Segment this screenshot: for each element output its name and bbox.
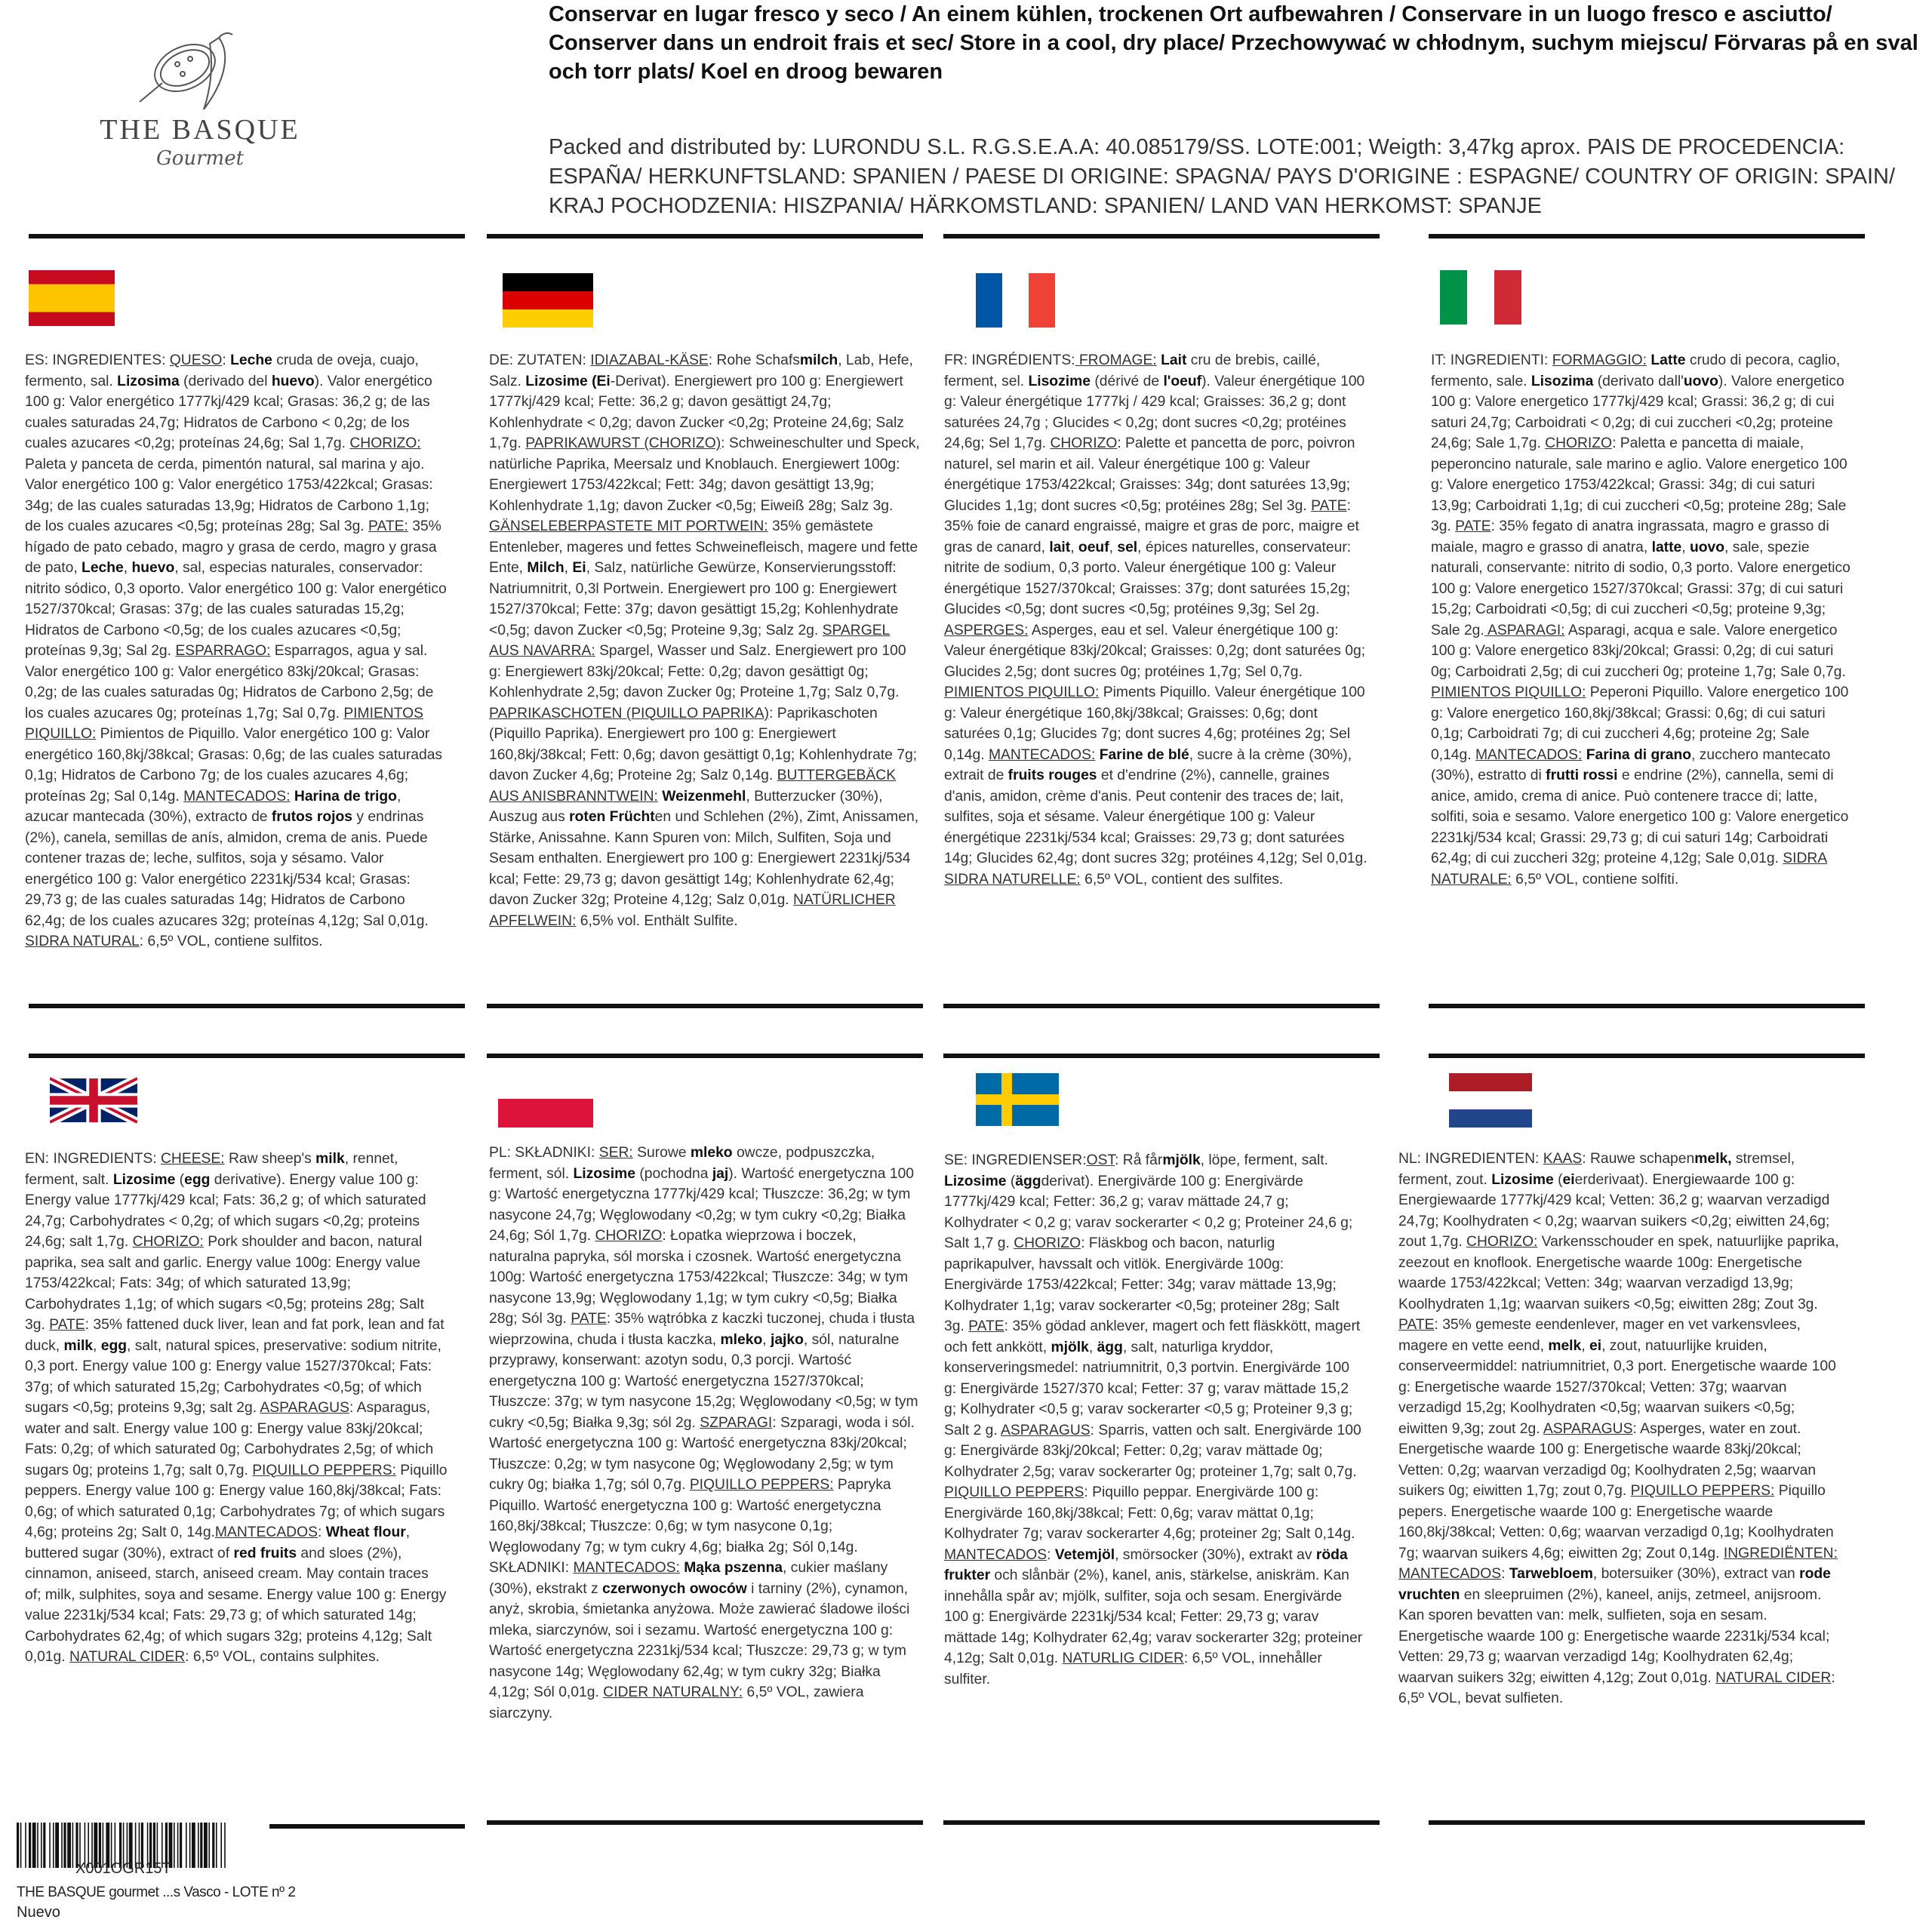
uk-flag-icon — [50, 1073, 137, 1128]
sweden-flag-icon — [976, 1073, 1059, 1126]
divider — [29, 1054, 465, 1058]
spain-flag-icon — [29, 270, 115, 326]
ingredients-es: ES: INGREDIENTES: QUESO: Leche cruda de oveja, cuajo, fermento, sal. Lizosima (derivado del huevo). Valor energético 100 g: Valor energético 1777kj/429 kcal; Grasas: 36,2 g; de las cuales saturadas 24,7g; Hidratos de Carbono < 0,2g; de los cuales azucares <0,2g; proteínas 24,6g; Sal 1,7g. CHORIZO: Paleta y panceta de cerda, pimentón natural, sal marina y ajo. Valor energético 100 g: Valor energético 1753/422kcal; Grasas: 34g; de las cuales saturadas 13,9g; Hidratos de Carbono 1,1g; de los cuales azucares <0,5g; proteínas 28g; Sal 3g. PATE: 35% hígado de pato cebado, magro y grasa de cerdo, magro y grasa de pato, Leche, huevo, sal, especias naturales, conservador: nitrito sódico, 0,3 oporto. Valor energético 100 g: Valor energético 1527/370kcal; Grasas: 37g; de las cuales saturadas 15,2g; Hidratos de Carbono <0,5g; de los cuales azucares <0,5g; proteínas 9,3g; Sal 2g. ESPARRAGO: Esparragos, agua y sal. Valor energético 100 g: Valor energético 83kj/20kcal; Grasas: 0,2g; de las cuales saturadas 0g; Hidratos de Carbono 2,5g; de los cuales azucares 0g; proteínas 1,7g; Sal 0,7g. PIMIENTOS PIQUILLO: Pimientos de Piquillo. Valor energético 100 g: Valor energético 160,8kj/38kcal; Grasas: 0,6g; de las cuales saturadas 0,1g; Hidratos de Carbono 7g; de los cuales azucares 4,6g; proteínas 2g; Sal 0,14g. MANTECADOS: Harina de trigo, azucar mantecada (30%), extracto de frutos rojos y endrinas (2%), canela, semillas de anís, almidon, crema de anis. Puede contener trazas de; leche, sulfitos, soja y sésamo. Valor energético 100 g: Valor energético 2231kj/534 kcal; Grasas: 29,73 g; de las cuales saturadas 14g; Hidratos de Carbono 62,4g; de los cuales azucares 32g; proteínas 4,12g; Sal 0,01g. SIDRA NATURAL: 6,5º VOL, contiene sulfitos. — [25, 352, 447, 949]
ingredients-it: IT: INGREDIENTI: FORMAGGIO: Latte crudo di pecora, caglio, fermento, sale. Lisozima (derivato dall'uovo). Valore energetico 100 g: Valore energetico 1777kj/429 kcal; Grassi: 36,2 g; di cui saturi 24,7g; Carboidrati < 0,2g; di cui zuccheri <0,2g; proteine 24,6g; Sale 1,7g. CHORIZO: Paletta e pancetta di maiale, peperoncino naturale, sale marino e aglio. Valore energetico 100 g: Valore energetico 1753/422kcal; Grassi: 34g; di cui saturi 13,9g; Carboidrati 1,1g; di cui zuccheri <0,5g; proteine 28g; Sale 3g. PATE: 35% fegato di anatra ingrassata, magro e grasso di maiale, magro e grasso di anatra, latte, uovo, sale, spezie naturali, conservante: nitrito di sodio, 0,3 porto. Valore energetico 100 g: Valore energetico 1527/370kcal; Grassi: 37g; di cui saturi 15,2g; Carboidrati <0,5g; di cui zuccheri <0,5g; proteine 9,3g; Sale 2g. ASPARAGI: Asparagi, acqua e sale. Valore energetico 100 g: Valore energetico 83kj/20kcal; Grassi: 0,2g; di cui saturi 0g; Carboidrati 2,5g; di cui zuccheri 0g; proteine 1,7g; Sale 0,7g. PIMIENTOS PIQUILLO: Peperoni Piquillo. Valore energetico 100 g: Valore energetico 160,8kj/38kcal; Grassi: 0,6g; di cui saturi 0,1g; Carboidrati 7g; di cui zuccheri 4,6g; proteine 2g; Sale 0,14g. MANTECADOS: Farina di grano, zucchero mantecato (30%), estratto di frutti rossi e endrine (2%), cannella, semi di anice, amido, crema di anice. Può contenere tracce di; latte, solfiti, soia e sesamo. Valore energetico 100 g: Valore energetico 2231kj/534 kcal; Grassi: 29,73 g; di cui saturi 14g; Carboidrati 62,4g; di cui zuccheri 32g; proteine 4,12g; Sale 0,01g. SIDRA NATURALE: 6,5º VOL, contiene solfiti. — [1431, 352, 1850, 888]
divider — [29, 1004, 465, 1008]
france-flag-icon — [976, 273, 1055, 328]
divider — [1429, 234, 1865, 238]
divider — [943, 234, 1380, 238]
netherlands-flag-icon — [1449, 1073, 1532, 1128]
packed-info: Packed and distributed by: LURONDU S.L. R.G.S.E.A.A: 40.085179/SS. LOTE:001; Weigth: 3,47kg aprox. PAIS DE PROCEDENCIA: ESPAÑA/ HERKUNFTSLAND: SPANIEN / PAESE DI ORIGINE: SPAGNA/ PAYS D'ORIGINE : ESPAGNE/ COUNTRY OF ORIGIN: SPAIN/ KRAJ POCHODZENIA: HISZPANIA/ HÄRKOMSTLAND: SPANIEN/ LAND VAN HERKOMST: SPANJE — [549, 135, 1896, 218]
divider — [1429, 1004, 1865, 1008]
ingredients-se: SE: INGREDIENSER:OST: Rå fårmjölk, löpe, ferment, salt. Lizosime (äggderivat). Energivärde 100 g: Energivärde 1777kj/429 kcal; Fetter: 36,2 g; varav mättade 24,7 g; Kolhydrater < 0,2 g; varav sockerarter < 0,2 g; Proteiner 24,6 g; Salt 1,7 g. CHORIZO: Fläskbog och bacon, naturlig paprikapulver, havssalt och vitlök. Energivärde 100g: Energivärde 1753/422kcal; Fetter: 34g; varav mättade 13,9g; Kolhydrater 1,1g; varav sockerarter <0,5g; proteiner 28g; Salt 3g. PATE: 35% gödad anklever, magert och fett fläskkött, magert och fett ankkött, mjölk, ägg, salt, naturliga kryddor, konserveringsmedel: natriumnitrit, 0,3 portvin. Energivärde 100 g: Energivärde 1527/370 kcal; Fetter: 37 g; varav mättade 15,2 g; Kolhydrater <0,5 g; varav sockerarter <0,5 g; Proteiner 9,3 g; Salt 2 g. ASPARAGUS: Sparris, vatten och salt. Energivärde 100 g: Energivärde 83kj/20kcal; Fetter: 0,2g; varav mättade 0g; Kolhydrater 2,5g; varav sockerarter 0g; proteiner 1,7g; salt 0,7g. PIQUILLO PEPPERS: Piquillo peppar. Energivärde 100 g: Energivärde 160,8kj/38kcal; Fett: 0,6g; varav mättat 0,1g; Kolhydrater 7g; varav sockerarter 4,6g; proteiner 2g; Salt 0,14g. MANTECADOS: Vetemjöl, smörsocker (30%), extrakt av röda frukter och slånbär (2%), kanel, anis, stärkelse, aniskräm. Kan innehålla spår av; mjölk, sulfiter, soja och sesam. Energivärde 100 g: Energivärde 2231kj/534 kcal; Fetter: 29,73 g; varav mättade 14g; Kolhydrater 62,4g; varav sockerarter 32g; proteiner 4,12g; Salt 0,01g. NATURLIG CIDER: 6,5º VOL, innehåller sulfiter. — [944, 1152, 1363, 1687]
barcode-code: X001OGR15T — [75, 1860, 171, 1877]
ingredients-nl: NL: INGREDIENTEN: KAAS: Rauwe schapenmelk, stremsel, ferment, zout. Lizosime (eierderivaat). Energiewaarde 100 g: Energiewaarde 1777kj/429 kcal; Vetten: 36,2 g; waarvan verzadigd 24,7g; Koolhydraten < 0,2g; waarvan suikers <0,2g; eiwitten 24,6g; zout 1,7g. CHORIZO: Varkensschouder en spek, natuurlijke paprika, zeezout en knoflook. Energetische waarde 100g: Energetische waarde 1753/422kcal; Vetten: 34g; waarvan verzadigd 13,9g; Koolhydraten 1,1g; waarvan suikers <0,5g; eiwitten 28g; Zout 3g. PATE: 35% gemeste eendenlever, mager en vet varkensvlees, magere en vette eend, melk, ei, zout, natuurlijke kruiden, conserveermiddel: natriumnitriet, 0,3 port. Energetische waarde 100 g: Energetische waarde 1527/370kcal; Vetten: 37g; waarvan verzadigd 15,2g; Koolhydraten <0,5g; waarvan suikers <0,5g; eiwitten 9,3g; zout 2g. ASPARAGUS: Asperges, water en zout. Energetische waarde 100 g: Energetische waarde 83kj/20kcal; Vetten: 0,2g; waarvan verzadigd 0g; Koolhydraten 2,5g; waarvan suikers 0g; eiwitten 1,7g; zout 0,7g. PIQUILLO PEPPERS: Piquillo pepers. Energetische waarde 100 g: Energetische waarde 160,8kj/38kcal; Vetten: 0,6g; waarvan verzadigd 0,1g; Koolhydraten 7g; waarvan suikers 4,6g; eiwitten 2g; Zout 0,14g. INGREDIËNTEN: MANTECADOS: Tarwebloem, botersuiker (30%), extract van rode vruchten en sleepruimen (2%), kaneel, anijs, zetmeel, anijsroom. Kan sporen bevatten van: melk, sulfieten, soja en sesam. Energetische waarde 100 g: Energetische waarde 2231kj/534 kcal; Vetten: 29,73 g; waarvan verzadigd 14g; Koolhydraten 62,4g; waarvan suikers 32g; eiwitten 4,12g; Zout 0,01g. NATURAL CIDER: 6,5º VOL, bevat sulfieten. — [1398, 1151, 1839, 1706]
brand-sub: Gourmet — [155, 147, 245, 170]
ingredients-en: EN: INGREDIENTS: CHEESE: Raw sheep's milk, rennet, ferment, salt. Lizosime (egg derivative). Energy value 100 g: Energy value 1777kj/429 kcal; Fats: 36,2 g; of which saturated 24,7g; Carbohydrates < 0,2g; of which sugars <0,2g; proteins 24,6g; salt 1,7g. CHORIZO: Pork shoulder and bacon, natural paprika, sea salt and garlic. Energy value 100g: Energy value 1753/422kcal; Fats: 34g; of which saturated 13,9g; Carbohydrates 1,1g; of which sugars <0,5g; proteins 28g; Salt 3g. PATE: 35% fattened duck liver, lean and fat pork, lean and fat duck, milk, egg, salt, natural spices, preservative: sodium nitrite, 0,3 port. Energy value 100 g: Energy value 1527/370kcal; Fats: 37g; of which saturated 15,2g; Carbohydrates <0,5g; of which sugars <0,5g; proteins 9,3g; salt 2g. ASPARAGUS: Asparagus, water and salt. Energy value 100 g: Energy value 83kj/20kcal; Fats: 0,2g; of which saturated 0g; Carbohydrates 2,5g; of which sugars 0g; proteins 1,7g; salt 0,7g. PIQUILLO PEPPERS: Piquillo peppers. Energy value 100 g: Energy value 160,8kj/38kcal; Fats: 0,6g; of which saturated 0,1g; Carbohydrates 7g; of which sugars 4,6g; proteins 2g; Salt 0, 14g.MANTECADOS: Wheat flour, buttered sugar (30%), extract of red fruits and sloes (2%), cinnamon, aniseed, starch, aniseed cream. May contain traces of; milk, sulphites, soya and sesame. Energy value 100 g: Energy value 2231kj/534 kcal; Fats: 29,73 g; of which saturated 14g; Carbohydrates 62,4g; of which sugars 32g; proteins 4,12g; Salt 0,01g. NATURAL CIDER: 6,5º VOL, contains sulphites. — [25, 1151, 448, 1665]
divider — [1429, 1054, 1865, 1058]
storage-instructions: Conservar en lugar fresco y seco / An einem kühlen, trockenen Ort aufbewahren / Conservare in un luogo fresco e asciutto/ Conserver dans un endroit frais et sec/ Store in a cool, dry place/ Przechowywać w chłodnym, suchym miejscu/ Förvaras på en sval och torr plats/ Koel en droog bewaren — [549, 2, 1918, 84]
brand-logo — [98, 30, 302, 200]
divider — [943, 1820, 1380, 1825]
italy-flag-icon — [1440, 270, 1521, 325]
brand-name: THE BASQUE — [100, 114, 300, 146]
barcode-title: THE BASQUE gourmet ...s Vasco - LOTE nº 2 — [17, 1884, 296, 1900]
divider — [487, 1820, 923, 1825]
divider — [943, 1004, 1380, 1008]
poland-flag-icon — [498, 1070, 593, 1128]
divider — [943, 1054, 1380, 1058]
ingredients-de: DE: ZUTATEN: IDIAZABAL-KÄSE: Rohe Schafsmilch, Lab, Hefe, Salz. Lizosime (Ei-Derivat). Energiewert pro 100 g: Energiewert 1777kj/429 kcal; Fette: 36,2 g; davon gesättigt 24,7g; Kohlenhydrate < 0,2g; davon Zucker <0,2g; Proteine 24,6g; Salz 1,7g. PAPRIKAWURST (CHORIZO): Schweineschulter und Speck, natürliche Paprika, Meersalz und Knoblauch. Energiewert 100g: Energiewert 1753/422kcal; Fett: 34g; davon gesättigt 13,9g; Kohlenhydrate 1,1g; davon Zucker <0,5g; Eiweiß 28g; Salz 3g. GÄNSELEBERPASTETE MIT PORTWEIN: 35% gemästete Entenleber, mageres und fettes Schweinefleisch, magere und fette Ente, Milch, Ei, Salz, natürliche Gewürze, Konservierungsstoff: Natriumnitrit, 0,3l Portwein. Energiewert pro 100 g: Energiewert 1527/370kcal; Fette: 37g; davon gesättigt 15,2g; Kohlenhydrate <0,5g; davon Zucker <0,5g; Proteine 9,3g; Salz 2g. SPARGEL AUS NAVARRA: Spargel, Wasser und Salz. Energiewert pro 100 g: Energiewert 83kj/20kcal; Fette: 0,2g; davon gesättigt 0g; Kohlenhydrate 2,5g; davon Zucker 0g; Proteine 1,7g; Salz 0,7g. PAPRIKASCHOTEN (PIQUILLO PAPRIKA): Paprikaschoten (Piquillo Paprika). Energiewert pro 100 g: Energiewert 160,8kj/38kcal; Fett: 0,6g; davon gesättigt 0,1g; Kohlenhydrate 7g; davon Zucker 4,6g; Proteine 2g; Salz 0,14g. BUTTERGEBÄCK AUS ANISBRANNTWEIN: Weizenmehl, Butterzucker (30%), Auszug aus roten Früchten und Schlehen (2%), Zimt, Anissamen, Stärke, Anissahne. Kann Spuren von: Milch, Sulfiten, Soja und Sesam enthalten. Energiewert pro 100 g: Energiewert 2231kj/534 kcal; Fette: 29,73 g; davon gesättigt 14g; Kohlenhydrate 62,4g; davon Zucker 32g; Proteine 4,12g; Salz 0,01g. NATÜRLICHER APFELWEIN: 6,5% vol. Enthält Sulfite. — [489, 352, 920, 929]
divider — [29, 234, 465, 238]
ingredients-fr: FR: INGRÉDIENTS: FROMAGE: Lait cru de brebis, caillé, ferment, sel. Lisozime (dérivé de l'oeuf). Valeur énergétique 100 g: Valeur énergétique 1777kj / 429 kcal; Graisses: 36,2 g; dont saturées 24,7g ; Glucides < 0,2g; dont sucres <0,2g; protéines 24,6g; Sel 1,7g. CHORIZO: Palette et pancetta de porc, poivron naturel, sel marin et ail. Valeur énergétique 100 g: Valeur énergétique 1753/422kcal; Graisses: 34g; dont saturées 13,9g; Glucides 1,1g; dont sucres <0,5g; protéines 28g; Sel 3g. PATE: 35% foie de canard engraissé, maigre et gras de porc, maigre et gras de canard, lait, oeuf, sel, épices naturelles, conservateur: nitrite de sodium, 0,3 porto. Valeur énergétique 100 g: Valeur énergétique 1527/370kcal; Graisses: 37g; dont saturées 15,2g; Glucides <0,5g; dont sucres <0,5g; protéines 9,3g; Sel 2g. ASPERGES: Asperges, eau et sel. Valeur énergétique 100 g: Valeur énergétique 83kj/20kcal; Graisses: 0,2g; dont saturées 0g; Glucides 2,5g; dont sucres 0g; protéines 1,7g; Sel 0,7g. PIMIENTOS PIQUILLO: Piments Piquillo. Valeur énergétique 100 g: Valeur énergétique 160,8kj/38kcal; Graisses: 0,6g; dont saturées 0,1g; Glucides 7g; dont sucres 4,6g; protéines 2g; Sel 0,14g. MANTECADOS: Farine de blé, sucre à la crème (30%), extrait de fruits rouges et d'endrine (2%), cannelle, graines d'anis, amidon, crème d'anis. Peut contenir des traces de; lait, sulfites, soja et sésame. Valeur énergétique 100 g: Valeur énergétique 2231kj/534 kcal; Graisses: 29,73 g; dont saturées 14g; Glucides 62,4g; dont sucres 32g; protéines 4,12g; Sel 0,01g. SIDRA NATURELLE: 6,5º VOL, contient des sulfites. — [944, 352, 1367, 888]
germany-flag-icon — [503, 273, 593, 328]
divider — [487, 1054, 923, 1058]
barcode-condition: Nuevo — [17, 1904, 60, 1921]
pepper-pan-icon — [98, 30, 302, 121]
divider — [487, 234, 923, 238]
divider — [1429, 1820, 1865, 1825]
divider — [269, 1824, 465, 1829]
divider — [487, 1004, 923, 1008]
ingredients-pl: PL: SKŁADNIKI: SER: Surowe mleko owcze, podpuszczka, ferment, sól. Lizosime (pochodna jaj). Wartość energetyczna 100 g: Wartość energetyczna 1777kj/429 kcal; Tłuszcze: 36,2g; w tym nasycone 24,7g; Węglowodany <0,2g; w tym cukry <0,2g; Białka 24,6g; Sól 1,7g. CHORIZO: Łopatka wieprzowa i boczek, naturalna papryka, sól morska i czosnek. Wartość energetyczna 100g: Wartość energetyczna 1753/422kcal; Tłuszcze: 34g; w tym nasycone 13,9g; Węglowodany 1,1g; w tym cukry <0,5g; Białka 28g; Sól 3g. PATE: 35% wątróbka z kaczki tuczonej, chuda i tłusta wieprzowina, chuda i tłusta kaczka, mleko, jajko, sól, naturalne przyprawy, konserwant: azotyn sodu, 0,3 porcji. Wartość energetyczna 100 g: Wartość energetyczna 1527/370kcal; Tłuszcze: 37g; w tym nasycone 15,2g; Węglowodany <0,5g; w tym cukry <0,5g; Białka 9,3g; sól 2g. SZPARAGI: Szparagi, woda i sól. Wartość energetyczna 100 g: Wartość energetyczna 83kj/20kcal; Tłuszcze: 0,2g; w tym nasycone 0g; Węglowodany 2,5g; w tym cukry 0g; białka 1,7g; sól 0,7g. PIQUILLO PEPPERS: Papryka Piquillo. Wartość energetyczna 100 g: Wartość energetyczna 160,8kj/38kcal; Tłuszcze: 0,6g; w tym nasycone 0,1g; Węglowodany 7g; w tym cukry 4,6g; białka 2g; Sól 0,14g. SKŁADNIKI: MANTECADOS: Mąka pszenna, cukier maślany (30%), ekstrakt z czerwonych owoców i tarniny (2%), cynamon, anyż, skrobia, śmietanka anyżowa. Może zawierać śladowe ilości mleka, siarczynów, soi i sezamu. Wartość energetyczna 100 g: Wartość energetyczna 2231kj/534 kcal; Tłuszcze: 29,73 g; w tym nasycone 14g; Węglowodany 62,4g; w tym cukry 32g; Białka 4,12g; Sól 0,01g. CIDER NATURALNY: 6,5º VOL, zawiera siarczyny. — [489, 1145, 918, 1721]
